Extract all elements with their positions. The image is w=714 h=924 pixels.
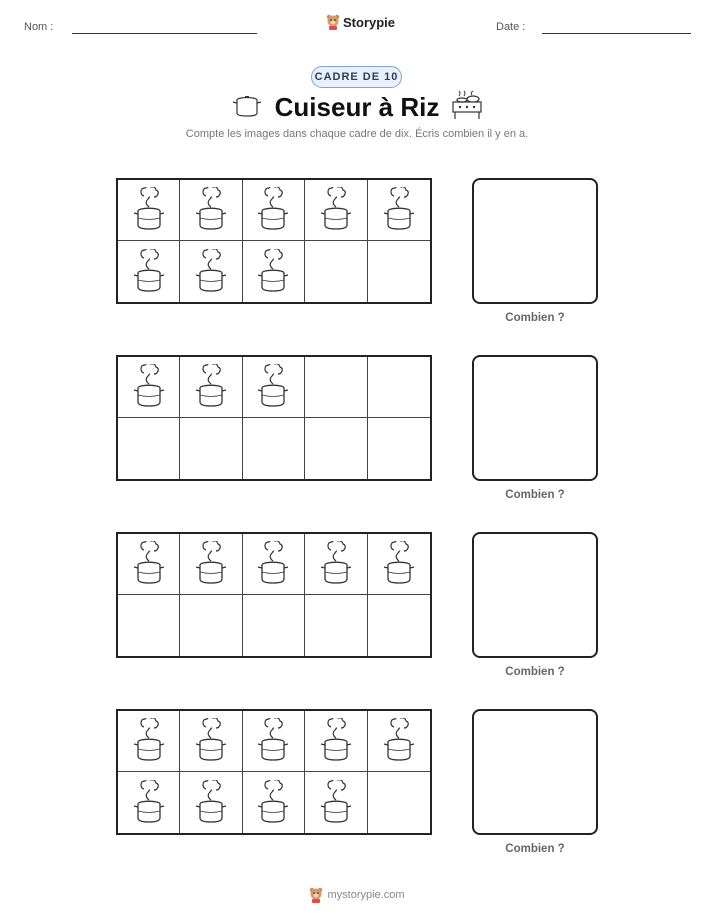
frame-cell [243, 357, 305, 418]
frame-cell [305, 534, 367, 595]
bear-mascot-icon [326, 14, 340, 30]
rice-cooker-icon [194, 718, 228, 764]
frame-cell [368, 711, 430, 772]
rice-cooker-icon [194, 187, 228, 233]
frame-cell [305, 772, 367, 833]
answer-label-1: Combien ? [505, 312, 565, 324]
rice-cooker-icon [256, 364, 290, 410]
date-line[interactable] [542, 33, 691, 34]
frame-cell [118, 180, 180, 241]
frame-cell [180, 534, 242, 595]
answer-box-3[interactable] [472, 532, 598, 658]
rice-cooker-icon [319, 541, 353, 587]
frame-cell [243, 772, 305, 833]
frame-cell [180, 595, 242, 656]
frame-cell [243, 241, 305, 302]
rice-cooker-icon [382, 187, 416, 233]
frame-cell [305, 595, 367, 656]
frame-cell [118, 595, 180, 656]
cooking-stove-icon [450, 90, 484, 120]
frame-cell [180, 418, 242, 479]
rice-cooker-icon [382, 718, 416, 764]
ten-frame-4 [116, 709, 432, 835]
brand-logo [326, 14, 395, 30]
bear-mascot-icon [309, 887, 323, 903]
answer-box-4[interactable] [472, 709, 598, 835]
worksheet-type-badge: CADRE DE 10 [311, 66, 402, 88]
rice-cooker-icon [132, 718, 166, 764]
frame-cell [118, 534, 180, 595]
rice-cooker-icon [194, 249, 228, 295]
rice-cooker-icon [319, 780, 353, 826]
rice-cooker-icon [256, 541, 290, 587]
frame-cell [305, 711, 367, 772]
answer-label-3: Combien ? [505, 666, 565, 678]
frame-cell [180, 180, 242, 241]
rice-cooker-icon [382, 541, 416, 587]
frame-cell [118, 711, 180, 772]
frame-cell [368, 595, 430, 656]
frame-cell [243, 711, 305, 772]
answer-box-2[interactable] [472, 355, 598, 481]
footer-site: mystorypie.com [327, 889, 405, 901]
frame-cell [180, 357, 242, 418]
name-label: Nom : [24, 21, 54, 33]
frame-cell [180, 711, 242, 772]
frame-cell [368, 418, 430, 479]
frame-cell [118, 418, 180, 479]
rice-cooker-icon [194, 780, 228, 826]
frame-cell [368, 772, 430, 833]
ten-frame-1 [116, 178, 432, 304]
frame-cell [180, 772, 242, 833]
rice-cooker-icon [132, 249, 166, 295]
page-title: Cuiseur à Riz [274, 92, 440, 122]
frame-cell [368, 241, 430, 302]
frame-cell [118, 772, 180, 833]
answer-label-2: Combien ? [505, 489, 565, 501]
rice-cooker-icon [132, 364, 166, 410]
rice-cooker-icon [132, 541, 166, 587]
rice-cooker-icon [256, 249, 290, 295]
rice-cooker-icon [132, 187, 166, 233]
brand-name: Storypie [343, 14, 396, 30]
frame-cell [243, 180, 305, 241]
frame-cell [368, 357, 430, 418]
frame-cell [243, 418, 305, 479]
rice-cooker-icon [194, 541, 228, 587]
frame-cell [118, 241, 180, 302]
name-line[interactable] [72, 33, 257, 34]
frame-cell [243, 534, 305, 595]
date-label: Date : [496, 21, 526, 33]
frame-cell [368, 534, 430, 595]
instructions: Compte les images dans chaque cadre de dix. Écris combien il y en a. [185, 128, 529, 140]
rice-cooker-icon [319, 187, 353, 233]
frame-cell [305, 241, 367, 302]
frame-cell [118, 357, 180, 418]
rice-cooker-icon [256, 780, 290, 826]
frame-cell [243, 595, 305, 656]
frame-cell [305, 357, 367, 418]
frame-cell [180, 241, 242, 302]
rice-cooker-icon [256, 718, 290, 764]
ten-frame-3 [116, 532, 432, 658]
frame-cell [305, 418, 367, 479]
ten-frame-2 [116, 355, 432, 481]
rice-cooker-icon [194, 364, 228, 410]
frame-cell [368, 180, 430, 241]
frame-cell [305, 180, 367, 241]
rice-cooker-icon [256, 187, 290, 233]
rice-cooker-icon [132, 780, 166, 826]
answer-label-4: Combien ? [505, 843, 565, 855]
answer-box-1[interactable] [472, 178, 598, 304]
footer [0, 887, 714, 903]
rice-cooker-icon [319, 718, 353, 764]
